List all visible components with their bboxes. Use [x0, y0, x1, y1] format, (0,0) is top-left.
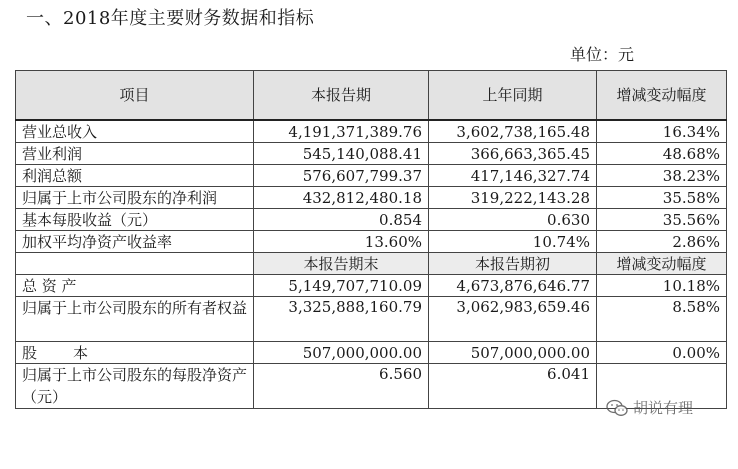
watermark-text: 胡说有理	[633, 399, 694, 417]
change-value: 35.56%	[597, 209, 727, 231]
prior-value: 3,062,983,659.46	[429, 297, 597, 342]
watermark	[606, 397, 693, 418]
prior-value: 319,222,143.28	[429, 187, 597, 209]
table-row	[16, 120, 727, 143]
table-row	[16, 231, 727, 253]
table-row	[16, 187, 727, 209]
prior-value: 3,602,738,165.48	[429, 120, 597, 143]
prior-value: 0.630	[429, 209, 597, 231]
current-value: 0.854	[254, 209, 429, 231]
current-value: 5,149,707,710.09	[254, 275, 429, 297]
prior-value: 10.74%	[429, 231, 597, 253]
current-value: 3,325,888,160.79	[254, 297, 429, 342]
change-value: 16.34%	[597, 120, 727, 143]
row-label: 营业总收入	[16, 120, 254, 143]
current-value: 4,191,371,389.76	[254, 120, 429, 143]
table-row	[16, 342, 727, 364]
change-value: 48.68%	[597, 143, 727, 165]
wechat-icon	[606, 399, 628, 417]
row-label: 加权平均净资产收益率	[16, 231, 254, 253]
table-row	[16, 165, 727, 187]
column-header-item: 项目	[16, 71, 254, 121]
prior-value: 366,663,365.45	[429, 143, 597, 165]
current-value: 6.560	[254, 364, 429, 409]
change-value: 35.58%	[597, 187, 727, 209]
table-row	[16, 275, 727, 297]
row-label: 基本每股收益（元）	[16, 209, 254, 231]
column-header-current: 本报告期	[254, 71, 429, 121]
current-value: 507,000,000.00	[254, 342, 429, 364]
change-value: 38.23%	[597, 165, 727, 187]
table-subheader-row	[16, 253, 727, 275]
change-value: 8.58%	[597, 297, 727, 342]
financial-table	[15, 70, 727, 409]
table-row	[16, 209, 727, 231]
prior-value: 417,146,327.74	[429, 165, 597, 187]
prior-value: 507,000,000.00	[429, 342, 597, 364]
current-value: 13.60%	[254, 231, 429, 253]
table-header-row	[16, 71, 727, 121]
row-label: 归属于上市公司股东的每股净资产（元）	[16, 364, 254, 409]
subheader-change: 增减变动幅度	[597, 253, 727, 275]
current-value: 432,812,480.18	[254, 187, 429, 209]
change-value: 10.18%	[597, 275, 727, 297]
row-label: 股 本	[16, 342, 254, 364]
prior-value: 4,673,876,646.77	[429, 275, 597, 297]
change-value: 2.86%	[597, 231, 727, 253]
row-label: 总 资 产	[16, 275, 254, 297]
page-title: 一、2018年度主要财务数据和指标	[26, 8, 315, 29]
prior-value: 6.041	[429, 364, 597, 409]
row-label: 归属于上市公司股东的净利润	[16, 187, 254, 209]
column-header-prior: 上年同期	[429, 71, 597, 121]
change-value: 0.00%	[597, 342, 727, 364]
row-label: 营业利润	[16, 143, 254, 165]
row-label: 归属于上市公司股东的所有者权益	[16, 297, 254, 342]
current-value: 576,607,799.37	[254, 165, 429, 187]
unit-label: 单位：元	[570, 45, 635, 64]
subheader-period-start: 本报告期初	[429, 253, 597, 275]
column-header-change: 增减变动幅度	[597, 71, 727, 121]
table-row	[16, 297, 727, 342]
table-row	[16, 143, 727, 165]
current-value: 545,140,088.41	[254, 143, 429, 165]
subheader-blank	[16, 253, 254, 275]
row-label: 利润总额	[16, 165, 254, 187]
subheader-period-end: 本报告期末	[254, 253, 429, 275]
